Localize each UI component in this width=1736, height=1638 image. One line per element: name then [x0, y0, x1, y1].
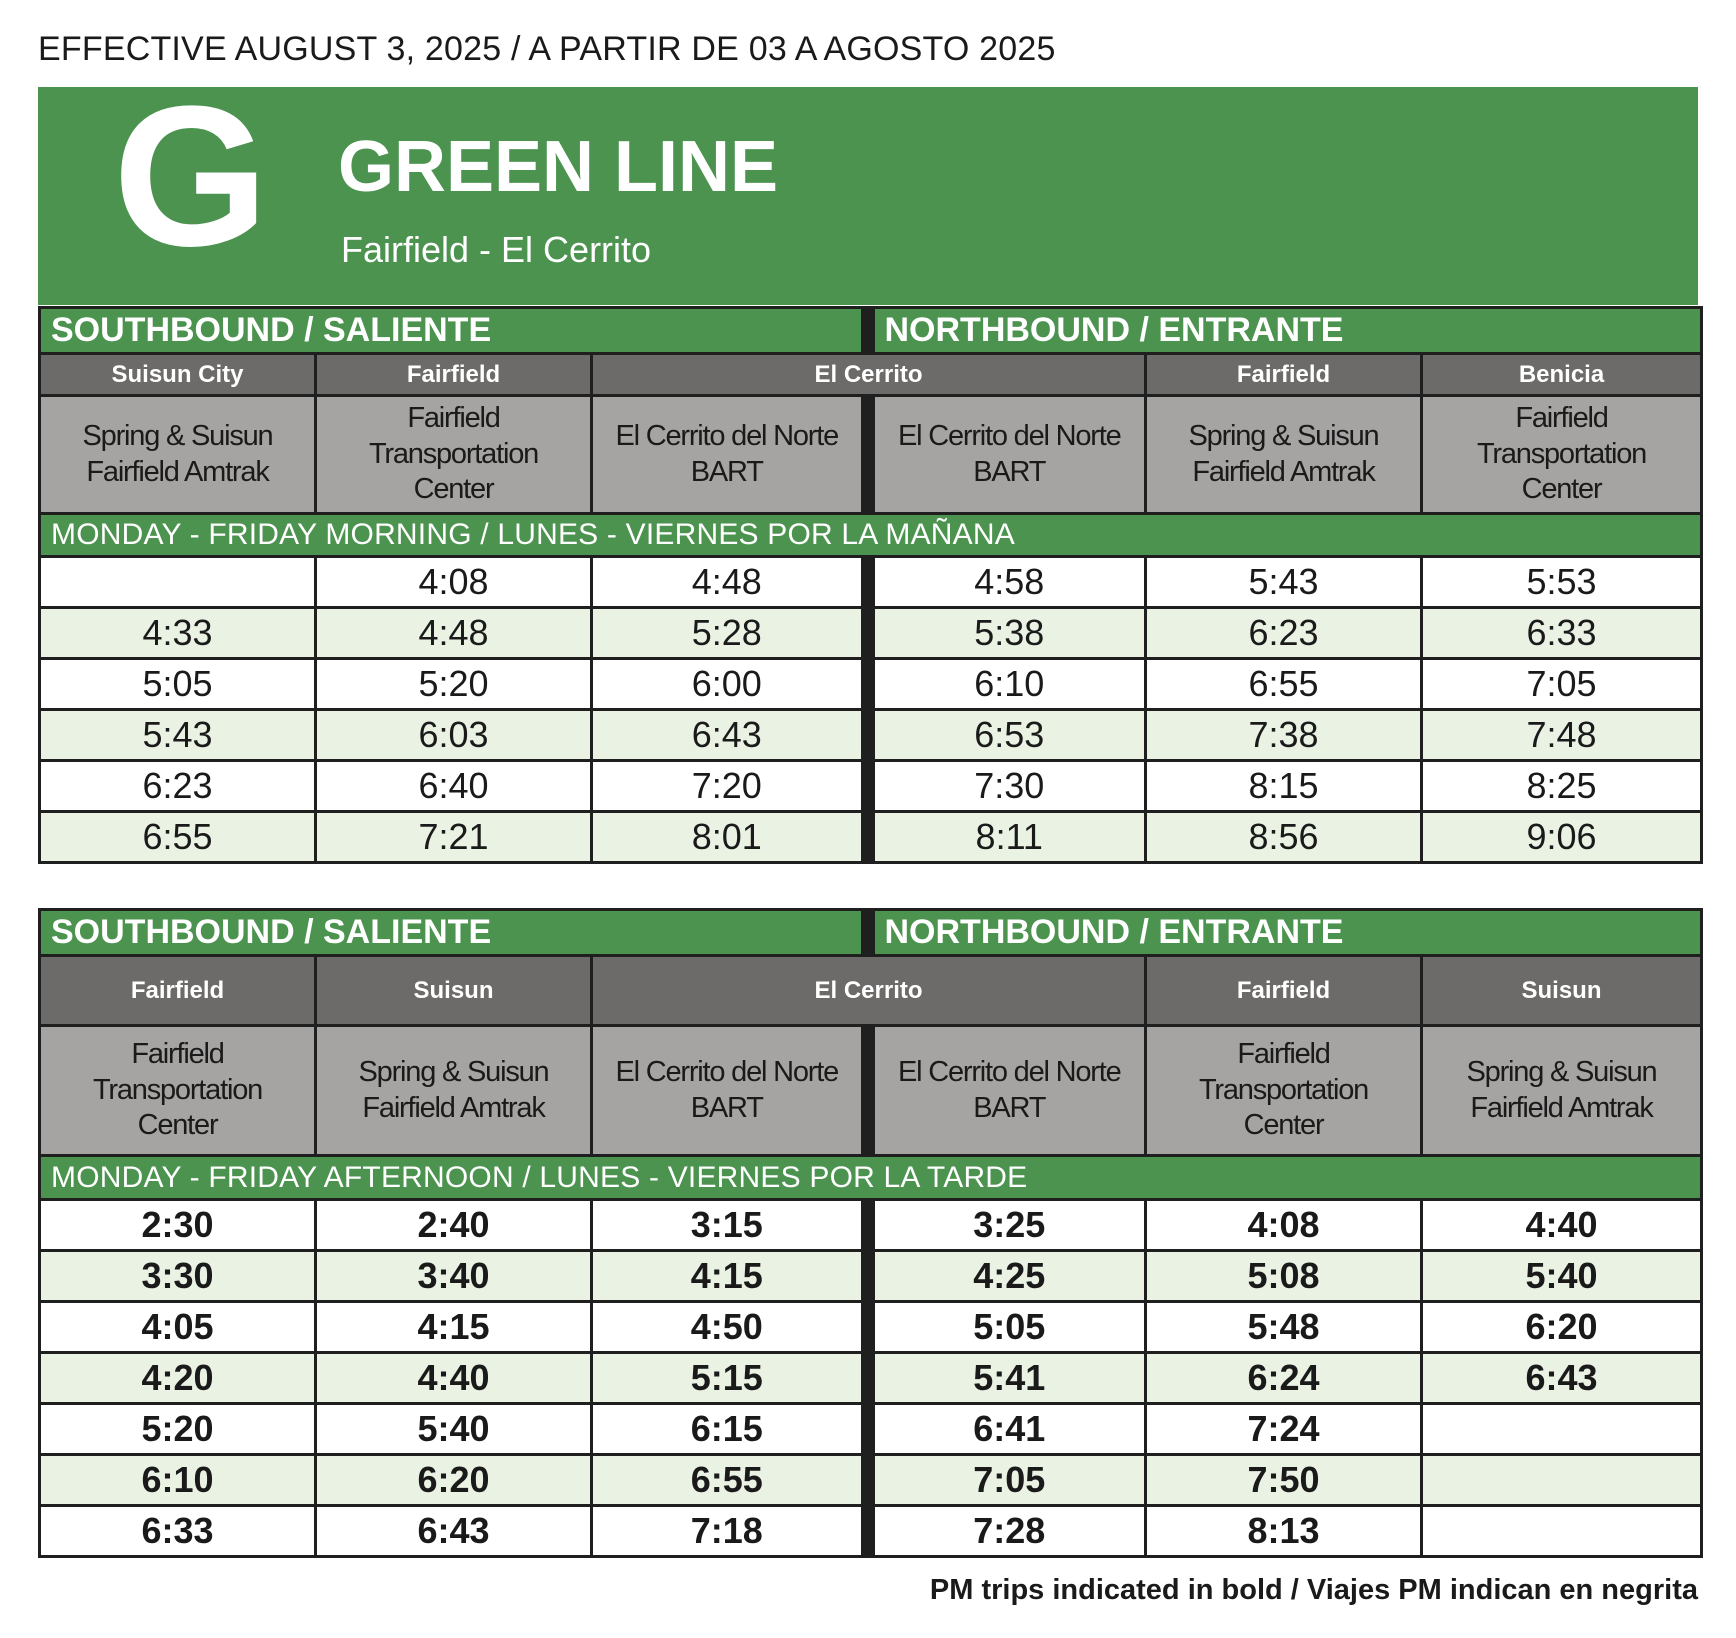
- time-cell: 7:30: [868, 761, 1146, 812]
- stop-header: [316, 1026, 592, 1156]
- time-row: [40, 1455, 1702, 1506]
- time-cell: 4:20: [40, 1353, 316, 1404]
- time-cell: 7:05: [868, 1455, 1146, 1506]
- stop-header: [868, 1026, 1146, 1156]
- stop-name-line: Fairfield Amtrak: [86, 455, 269, 488]
- time-cell: 5:40: [1422, 1251, 1702, 1302]
- stop-name-line: Fairfield: [131, 1038, 224, 1071]
- time-row: [40, 608, 1702, 659]
- city-header: Suisun: [316, 956, 592, 1026]
- stop-header: [868, 396, 1146, 514]
- stop-name-line: BART: [690, 1091, 763, 1124]
- time-row: [40, 812, 1702, 863]
- stop-name-line: Fairfield: [1515, 402, 1608, 435]
- time-cell: 6:43: [1422, 1353, 1702, 1404]
- time-cell: 7:18: [592, 1506, 868, 1557]
- stop-name-line: Center: [137, 1109, 218, 1142]
- time-cell: 5:20: [316, 659, 592, 710]
- stop-row: [40, 396, 1702, 514]
- time-cell: 4:50: [592, 1302, 868, 1353]
- period-row: [40, 1156, 1702, 1200]
- time-cell: 5:15: [592, 1353, 868, 1404]
- time-row: [40, 1251, 1702, 1302]
- period-label: MONDAY - FRIDAY MORNING / LUNES - VIERNES POR LA MAÑANA: [40, 514, 1702, 557]
- stop-name-line: Transportation: [1198, 1073, 1369, 1106]
- time-cell: 6:33: [1422, 608, 1702, 659]
- time-cell: [1422, 1404, 1702, 1455]
- route-subtitle: Fairfield - El Cerrito: [341, 229, 652, 270]
- time-cell: 7:24: [1146, 1404, 1422, 1455]
- time-cell: 5:20: [40, 1404, 316, 1455]
- stop-name-line: El Cerrito del Norte: [897, 1056, 1121, 1089]
- time-row: [40, 710, 1702, 761]
- stop-name-line: Fairfield: [1237, 1038, 1330, 1071]
- time-cell: 5:43: [40, 710, 316, 761]
- time-cell: 8:25: [1422, 761, 1702, 812]
- city-row: [40, 956, 1702, 1026]
- city-header: Suisun: [1422, 956, 1702, 1026]
- time-cell: 7:48: [1422, 710, 1702, 761]
- time-cell: 6:20: [316, 1455, 592, 1506]
- time-cell: 4:15: [592, 1251, 868, 1302]
- city-header: Fairfield: [1146, 956, 1422, 1026]
- time-cell: 3:30: [40, 1251, 316, 1302]
- time-cell: 8:56: [1146, 812, 1422, 863]
- time-cell: 9:06: [1422, 812, 1702, 863]
- time-cell: 8:15: [1146, 761, 1422, 812]
- stop-name-line: Spring & Suisun: [1188, 420, 1379, 453]
- time-cell: 4:08: [1146, 1200, 1422, 1251]
- time-cell: 5:48: [1146, 1302, 1422, 1353]
- direction-row: [40, 910, 1702, 956]
- stop-header: [40, 1026, 316, 1156]
- city-header: Benicia: [1422, 354, 1702, 396]
- stop-header: [1422, 396, 1702, 514]
- time-cell: 6:33: [40, 1506, 316, 1557]
- stop-header: [592, 1026, 868, 1156]
- stop-name-line: Spring & Suisun: [1466, 1056, 1657, 1089]
- southbound-header: SOUTHBOUND / SALIENTE: [40, 910, 868, 956]
- time-cell: 4:48: [316, 608, 592, 659]
- stop-name-line: Center: [1521, 473, 1602, 506]
- city-row: [40, 354, 1702, 396]
- stop-name-line: Center: [1243, 1109, 1324, 1142]
- time-cell: 4:40: [1422, 1200, 1702, 1251]
- stop-name-line: BART: [973, 1091, 1046, 1124]
- stop-name-line: Fairfield Amtrak: [1470, 1091, 1653, 1124]
- time-cell: 7:28: [868, 1506, 1146, 1557]
- time-cell: 5:28: [592, 608, 868, 659]
- stop-header: [40, 396, 316, 514]
- time-cell: 7:05: [1422, 659, 1702, 710]
- time-cell: 8:13: [1146, 1506, 1422, 1557]
- time-cell: 6:55: [592, 1455, 868, 1506]
- time-cell: 5:05: [40, 659, 316, 710]
- time-cell: 7:20: [592, 761, 868, 812]
- time-cell: 3:40: [316, 1251, 592, 1302]
- time-cell: 5:38: [868, 608, 1146, 659]
- stop-name-line: BART: [690, 455, 763, 488]
- time-row: [40, 1302, 1702, 1353]
- time-cell: 6:15: [592, 1404, 868, 1455]
- stop-name-line: Spring & Suisun: [358, 1056, 549, 1089]
- time-cell: 5:40: [316, 1404, 592, 1455]
- time-cell: 6:41: [868, 1404, 1146, 1455]
- time-cell: 7:50: [1146, 1455, 1422, 1506]
- time-cell: 3:15: [592, 1200, 868, 1251]
- city-header: Fairfield: [1146, 354, 1422, 396]
- stop-name-line: El Cerrito del Norte: [615, 420, 839, 453]
- time-cell: 6:23: [40, 761, 316, 812]
- northbound-header: NORTHBOUND / ENTRANTE: [868, 910, 1702, 956]
- time-row: [40, 1200, 1702, 1251]
- city-header: El Cerrito: [592, 354, 1146, 396]
- stop-header: [1422, 1026, 1702, 1156]
- route-banner: [38, 65, 1698, 305]
- time-cell: 4:33: [40, 608, 316, 659]
- time-cell: 6:00: [592, 659, 868, 710]
- stop-name-line: Center: [413, 473, 494, 506]
- time-cell: 4:08: [316, 557, 592, 608]
- period-label: MONDAY - FRIDAY AFTERNOON / LUNES - VIERNES POR LA TARDE: [40, 1156, 1702, 1200]
- stop-name-line: El Cerrito del Norte: [615, 1056, 839, 1089]
- stop-name-line: Spring & Suisun: [82, 420, 273, 453]
- stop-header: [592, 396, 868, 514]
- time-cell: 4:48: [592, 557, 868, 608]
- northbound-header: NORTHBOUND / ENTRANTE: [868, 308, 1702, 354]
- time-cell: 4:58: [868, 557, 1146, 608]
- route-title: GREEN LINE: [338, 127, 779, 207]
- stop-header: [1146, 396, 1422, 514]
- stop-row: [40, 1026, 1702, 1156]
- time-cell: 8:01: [592, 812, 868, 863]
- time-cell: 6:43: [316, 1506, 592, 1557]
- time-cell: 6:10: [868, 659, 1146, 710]
- direction-row: [40, 308, 1702, 354]
- time-row: [40, 1353, 1702, 1404]
- effective-date: EFFECTIVE AUGUST 3, 2025 / A PARTIR DE 03 A AGOSTO 2025: [38, 30, 1056, 68]
- stop-name-line: Transportation: [368, 437, 539, 470]
- city-header: Suisun City: [40, 354, 316, 396]
- stop-name-line: BART: [973, 455, 1046, 488]
- time-cell: 5:43: [1146, 557, 1422, 608]
- time-cell: 4:05: [40, 1302, 316, 1353]
- time-cell: [40, 557, 316, 608]
- time-cell: 6:55: [40, 812, 316, 863]
- time-cell: 6:55: [1146, 659, 1422, 710]
- time-cell: 7:21: [316, 812, 592, 863]
- time-cell: 4:15: [316, 1302, 592, 1353]
- afternoon-times: [40, 1200, 1702, 1557]
- time-cell: [1422, 1455, 1702, 1506]
- southbound-header: SOUTHBOUND / SALIENTE: [40, 308, 868, 354]
- city-header: El Cerrito: [592, 956, 1146, 1026]
- time-cell: 5:41: [868, 1353, 1146, 1404]
- city-header: Fairfield: [316, 354, 592, 396]
- stop-name-line: Fairfield Amtrak: [1192, 455, 1375, 488]
- time-row: [40, 761, 1702, 812]
- time-row: [40, 659, 1702, 710]
- time-cell: 6:23: [1146, 608, 1422, 659]
- stop-header: [316, 396, 592, 514]
- time-cell: 6:10: [40, 1455, 316, 1506]
- time-cell: 5:08: [1146, 1251, 1422, 1302]
- period-row: [40, 514, 1702, 557]
- time-cell: 6:43: [592, 710, 868, 761]
- time-cell: 5:05: [868, 1302, 1146, 1353]
- stop-name-line: El Cerrito del Norte: [897, 420, 1121, 453]
- route-letter: G: [113, 65, 269, 288]
- time-cell: 6:40: [316, 761, 592, 812]
- stop-name-line: Fairfield Amtrak: [362, 1091, 545, 1124]
- afternoon-schedule-table: [38, 908, 1703, 1558]
- time-cell: 2:40: [316, 1200, 592, 1251]
- time-cell: 7:38: [1146, 710, 1422, 761]
- stop-name-line: Transportation: [1476, 437, 1647, 470]
- city-header: Fairfield: [40, 956, 316, 1026]
- footnote: PM trips indicated in bold / Viajes PM indican en negrita: [929, 1574, 1698, 1606]
- stop-name-line: Fairfield: [407, 402, 500, 435]
- time-cell: 6:03: [316, 710, 592, 761]
- time-cell: [1422, 1506, 1702, 1557]
- time-row: [40, 1506, 1702, 1557]
- time-cell: 6:20: [1422, 1302, 1702, 1353]
- time-row: [40, 1404, 1702, 1455]
- time-cell: 4:25: [868, 1251, 1146, 1302]
- time-cell: 3:25: [868, 1200, 1146, 1251]
- morning-times: [40, 557, 1702, 863]
- stop-name-line: Transportation: [92, 1073, 263, 1106]
- time-cell: 4:40: [316, 1353, 592, 1404]
- time-row: [40, 557, 1702, 608]
- time-cell: 6:53: [868, 710, 1146, 761]
- time-cell: 2:30: [40, 1200, 316, 1251]
- morning-schedule-table: [38, 306, 1703, 864]
- time-cell: 8:11: [868, 812, 1146, 863]
- time-cell: 6:24: [1146, 1353, 1422, 1404]
- stop-header: [1146, 1026, 1422, 1156]
- time-cell: 5:53: [1422, 557, 1702, 608]
